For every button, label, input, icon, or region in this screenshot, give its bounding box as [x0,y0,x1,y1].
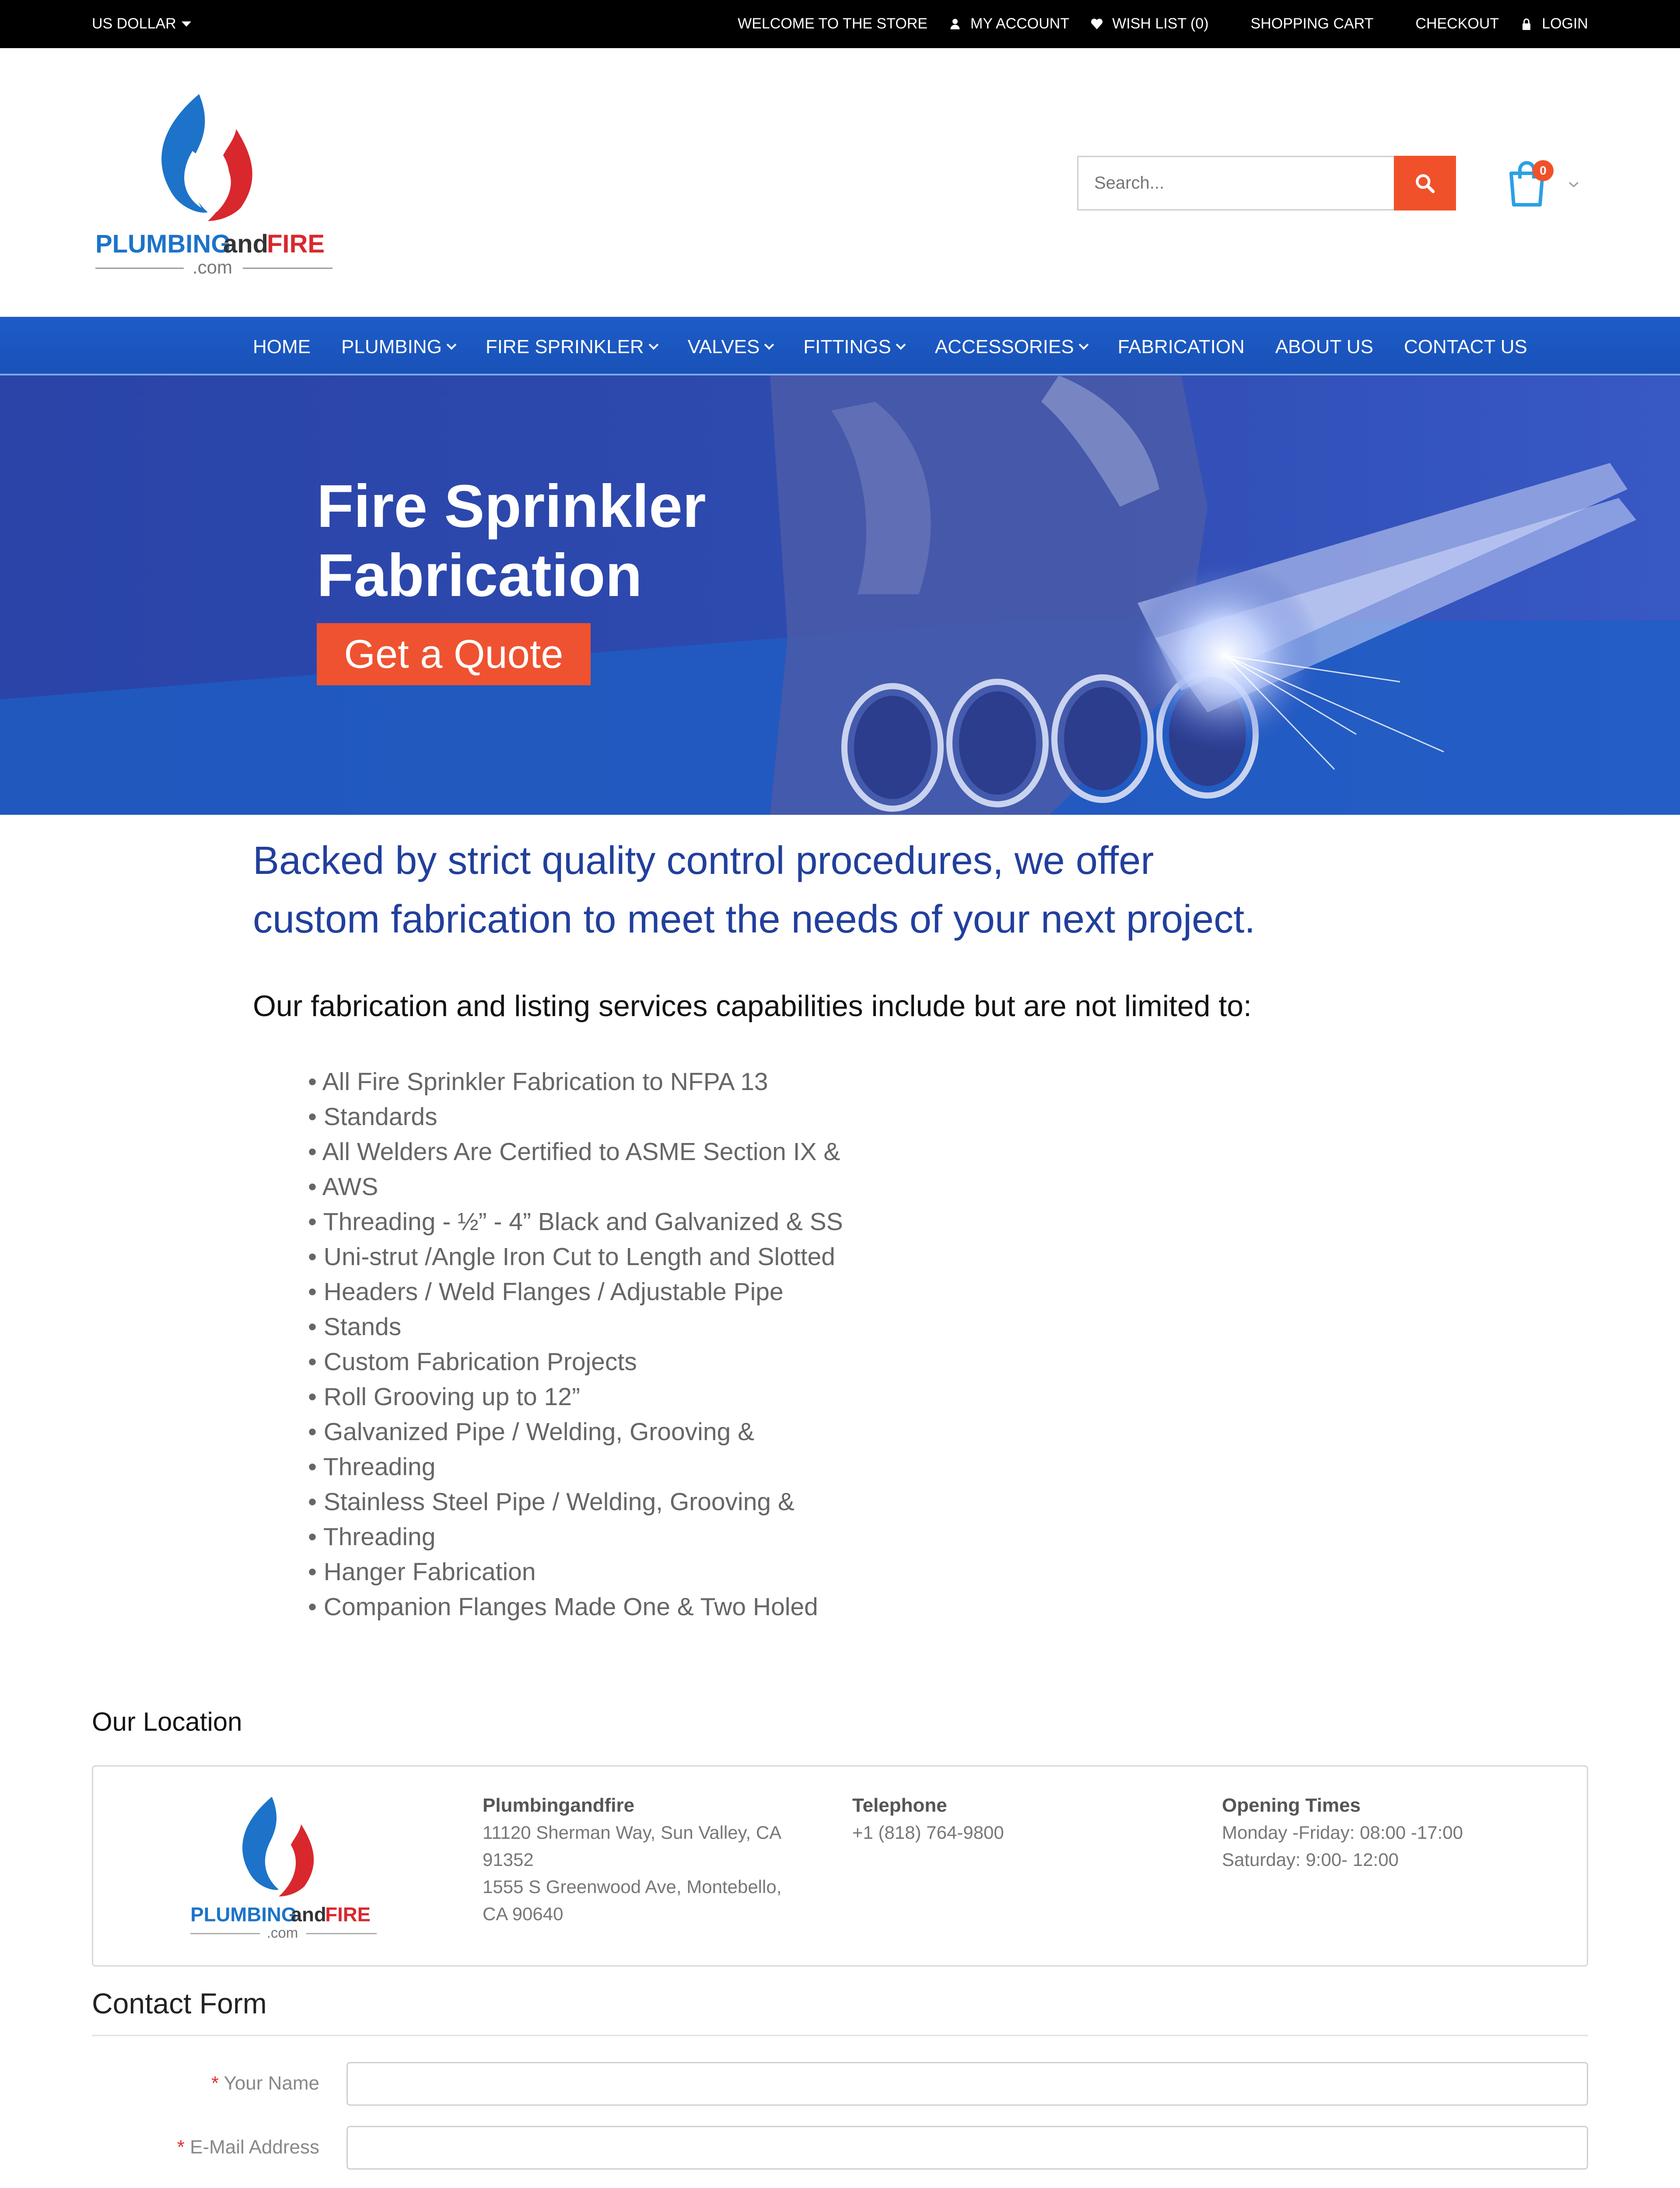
chevron-down-icon [648,340,658,350]
heart-icon [1090,18,1103,31]
list-item: • Uni-strut /Angle Iron Cut to Length and Slotted [308,1243,835,1271]
currency-selector[interactable] [92,15,191,32]
cart-count-badge: 0 [1533,160,1554,181]
address1-line1: 11120 Sherman Way, Sun Valley, CA [483,1822,782,1843]
nav-item-fittings[interactable] [803,336,904,358]
nav-item-home[interactable] [253,336,311,358]
address1-line2: 91352 [483,1849,534,1870]
telephone-label: Telephone [852,1795,947,1816]
chevron-down-icon [1078,340,1088,350]
list-item: • Stainless Steel Pipe / Welding, Grooving & [308,1488,794,1516]
chevron-down-icon[interactable] [1567,180,1580,189]
nav-item-label: FITTINGS [803,336,891,358]
hours-label: Opening Times [1222,1795,1361,1816]
name-field[interactable] [346,2062,1588,2106]
hero-title-line1: Fire Sprinkler [317,473,706,540]
nav-item-label: CONTACT US [1404,336,1527,358]
wish-list-link[interactable] [1090,15,1208,32]
nav-item-label: VALVES [687,336,760,358]
welcome-text: WELCOME TO THE STORE [738,15,928,32]
login-link[interactable] [1520,15,1588,32]
chevron-down-icon [764,340,774,350]
location-logo [188,1793,380,1942]
hero-title-line2: Fabrication [317,542,642,609]
list-item: • Threading [308,1453,436,1481]
nav-item-plumbing[interactable] [341,336,455,358]
nav-item-fabrication[interactable] [1118,336,1245,358]
nav-list [253,336,1558,358]
location-address [483,1792,781,1928]
chevron-down-icon [447,340,457,350]
company-name: Plumbingandfire [483,1795,635,1816]
nav-item-contact-us[interactable] [1404,336,1527,358]
name-label-text: Your Name [224,2072,319,2094]
get-a-quote-button[interactable]: Get a Quote [317,623,591,685]
login-label: LOGIN [1542,15,1588,32]
nav-item-valves[interactable] [688,336,773,358]
search-icon [1414,172,1436,194]
required-mark: * [211,2072,219,2094]
location-hours [1222,1792,1463,1873]
location-telephone [852,1792,1004,1846]
email-label [92,2136,319,2158]
location-logo-text-com: .com [266,1925,298,1941]
nav-item-label: ABOUT US [1275,336,1373,358]
my-account-label: MY ACCOUNT [970,15,1070,32]
telephone-value: +1 (818) 764-9800 [852,1822,1004,1843]
intro-line1: Backed by strict quality control procedures, we offer [253,839,1154,883]
list-item: • Threading [308,1523,436,1551]
contact-form-title: Contact Form [92,1987,267,2020]
logo-flame-icon [92,90,337,278]
nav-item-fire-sprinkler[interactable] [486,336,657,358]
nav-item-label: FABRICATION [1117,336,1245,358]
shopping-cart-link[interactable]: SHOPPING CART [1250,15,1374,32]
email-label-text: E-Mail Address [190,2136,319,2158]
hours-saturday: Saturday: 9:00- 12:00 [1222,1849,1399,1870]
capabilities-list [308,1064,843,1624]
location-card [92,1765,1588,1967]
location-title: Our Location [92,1707,242,1736]
logo-text-plumbing: PLUMBING [95,230,231,258]
search-bar [1077,156,1456,210]
name-label [92,2072,319,2094]
location-logo-text-and: and [290,1903,326,1926]
hero-title [317,472,798,610]
caret-down-icon [182,21,191,27]
search-input[interactable] [1077,156,1394,210]
list-item: • Threading - ½” - 4” Black and Galvanized & SS [308,1208,843,1236]
currency-label: US DOLLAR [92,15,176,32]
intro-statement [253,831,1434,949]
capabilities-heading: Our fabrication and listing services capabilities include but are not limited to: [253,989,1252,1023]
list-item: • Galvanized Pipe / Welding, Grooving & [308,1418,755,1446]
list-item: • Custom Fabrication Projects [308,1348,637,1376]
logo-text-and: and [223,230,269,258]
list-item: • Hanger Fabrication [308,1558,536,1586]
logo-text-com: .com [192,257,233,277]
chevron-down-icon [896,340,906,350]
location-logo-text-plumbing: PLUMBING [190,1903,297,1926]
intro-line2: custom fabrication to meet the needs of your next project. [253,898,1256,941]
list-item: • Headers / Weld Flanges / Adjustable Pipe [308,1278,784,1306]
hero-banner [0,375,1680,815]
logo-text-fire: FIRE [267,230,325,258]
address2-line2: CA 90640 [483,1904,564,1924]
site-logo[interactable] [92,90,337,278]
wish-list-label: WISH LIST (0) [1112,15,1209,32]
user-icon [948,18,962,31]
list-item: • All Fire Sprinkler Fabrication to NFPA 13 [308,1068,768,1096]
list-item: • All Welders Are Certified to ASME Section IX & [308,1138,840,1166]
nav-item-label: FIRE SPRINKLER [485,336,644,358]
nav-item-about-us[interactable] [1275,336,1373,358]
required-mark: * [177,2136,185,2158]
checkout-link[interactable]: CHECKOUT [1415,15,1499,32]
nav-item-label: PLUMBING [341,336,442,358]
hero-background-image [0,375,1680,815]
list-item: • AWS [308,1173,378,1201]
email-field[interactable] [346,2126,1588,2170]
divider [92,2035,1588,2036]
nav-item-label: ACCESSORIES [934,336,1074,358]
list-item: • Roll Grooving up to 12” [308,1383,580,1411]
nav-item-label: HOME [253,336,311,358]
top-links [717,15,1588,32]
list-item: • Companion Flanges Made One & Two Holed [308,1593,818,1621]
address2-line1: 1555 S Greenwood Ave, Montebello, [483,1876,782,1897]
my-account-link[interactable] [948,15,1069,32]
location-logo-text-fire: FIRE [325,1903,371,1926]
list-item: • Stands [308,1313,402,1341]
main-nav [0,317,1680,375]
search-button[interactable] [1394,156,1456,210]
top-bar [0,0,1680,48]
list-item: • Standards [308,1103,438,1131]
lock-icon [1520,18,1533,31]
hours-weekday: Monday -Friday: 08:00 -17:00 [1222,1822,1463,1843]
nav-item-accessories[interactable] [935,336,1087,358]
